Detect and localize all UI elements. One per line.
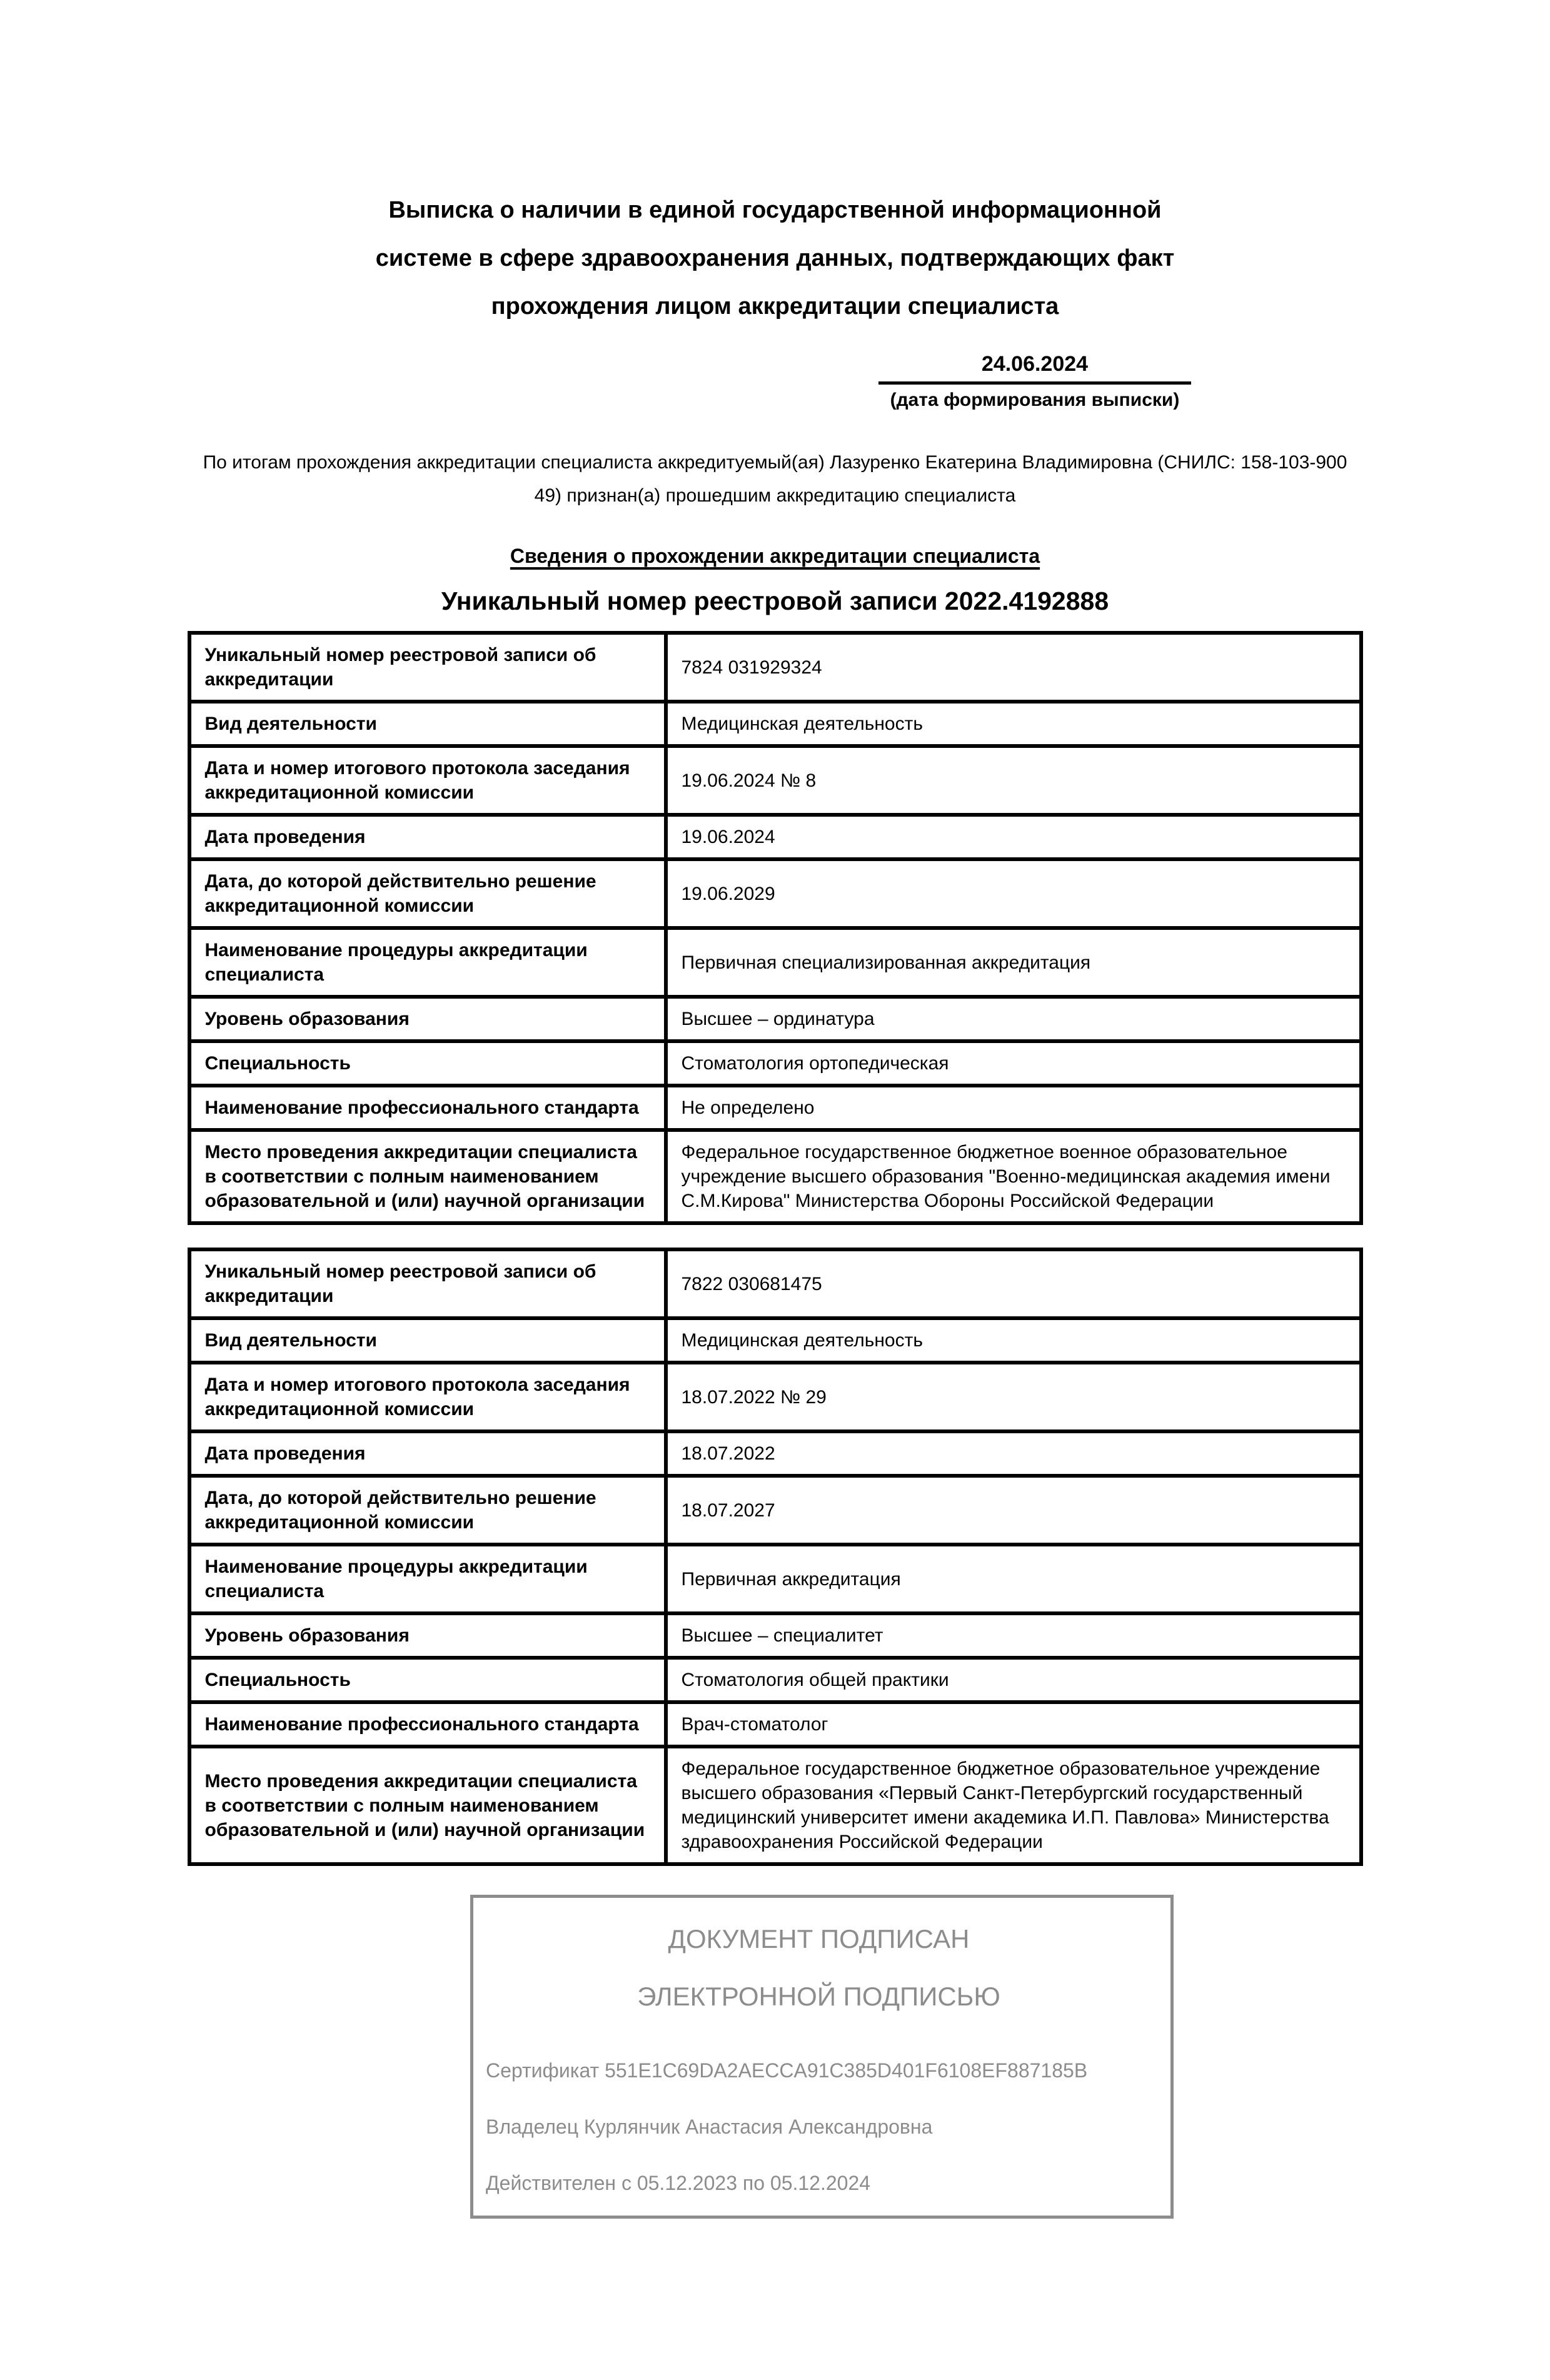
table-row <box>189 1702 1361 1747</box>
section-heading: Сведения о прохождении аккредитации специалиста <box>510 545 1040 567</box>
row-label: Вид деятельности <box>189 702 666 746</box>
row-value: Медицинская деятельность <box>666 702 1361 746</box>
table-row <box>189 1545 1361 1613</box>
row-label: Специальность <box>189 1658 666 1702</box>
row-value: Первичная аккредитация <box>666 1545 1361 1613</box>
table-row <box>189 1130 1361 1223</box>
row-label: Наименование процедуры аккредитации специалиста <box>189 928 666 997</box>
extract-date: 24.06.2024 <box>878 352 1191 385</box>
extract-date-block <box>878 352 1191 411</box>
signature-title-line2: ЭЛЕКТРОННОЙ ПОДПИСЬЮ <box>637 1982 1000 2011</box>
table-row <box>189 633 1361 702</box>
row-label: Дата и номер итогового протокола заседания аккредитационной комиссии <box>189 746 666 815</box>
row-label: Вид деятельности <box>189 1318 666 1363</box>
table-row <box>189 1041 1361 1086</box>
row-label: Место проведения аккредитации специалиста в соответствии с полным наименованием образовательной и (или) научной организации <box>189 1747 666 1864</box>
row-value: 18.07.2022 № 29 <box>666 1363 1361 1431</box>
row-value: 19.06.2029 <box>666 859 1361 928</box>
row-value: Стоматология общей практики <box>666 1658 1361 1702</box>
row-value: Врач-стоматолог <box>666 1702 1361 1747</box>
row-label: Дата, до которой действительно решение аккредитационной комиссии <box>189 1476 666 1545</box>
table-row <box>189 1747 1361 1864</box>
validity-line: Действителен с 05.12.2023 по 05.12.2024 <box>486 2172 871 2194</box>
row-label: Уникальный номер реестровой записи об аккредитации <box>189 633 666 702</box>
row-value: Высшее – специалитет <box>666 1613 1361 1658</box>
certificate-line: Сертификат 551E1C69DA2AECCA91C385D401F6108EF887185B <box>486 2059 1088 2082</box>
table-row <box>189 997 1361 1041</box>
row-value: 7824 031929324 <box>666 633 1361 702</box>
row-value: Первичная специализированная аккредитация <box>666 928 1361 997</box>
row-value: Медицинская деятельность <box>666 1318 1361 1363</box>
row-value: 7822 030681475 <box>666 1249 1361 1318</box>
table-row <box>189 1613 1361 1658</box>
table-row <box>189 1086 1361 1130</box>
row-label: Дата проведения <box>189 815 666 859</box>
row-label: Дата, до которой действительно решение аккредитационной комиссии <box>189 859 666 928</box>
row-value: Федеральное государственное бюджетное образовательное учреждение высшего образования «Первый Санкт-Петербургский государственный медицинский университет имени академика И.П. Павлова» Министерства здравоохранения Российской Федерации <box>666 1747 1361 1864</box>
row-value: Федеральное государственное бюджетное военное образовательное учреждение высшего образования "Военно-медицинская академия имени С.М.Кирова" Министерства Обороны Российской Федерации <box>666 1130 1361 1223</box>
extract-date-caption: (дата формирования выписки) <box>890 390 1180 410</box>
table-row <box>189 859 1361 928</box>
row-value: Стоматология ортопедическая <box>666 1041 1361 1086</box>
row-label: Наименование профессионального стандарта <box>189 1702 666 1747</box>
table-row <box>189 1363 1361 1431</box>
owner-line: Владелец Курлянчик Анастасия Александровна <box>486 2115 933 2138</box>
table-row <box>189 746 1361 815</box>
table-row <box>189 1249 1361 1318</box>
intro-paragraph: По итогам прохождения аккредитации специалиста аккредитуемый(ая) Лазуренко Екатерина Владимировна (СНИЛС: 158-103-900 49) признан(а) прошедшим аккредитацию специалиста <box>203 452 1347 506</box>
row-value: 18.07.2022 <box>666 1431 1361 1476</box>
table-row <box>189 702 1361 746</box>
record-number-heading: Уникальный номер реестровой записи 2022.4192888 <box>441 587 1109 615</box>
accreditation-table-2 <box>188 1248 1363 1866</box>
row-label: Наименование профессионального стандарта <box>189 1086 666 1130</box>
row-value: 19.06.2024 № 8 <box>666 746 1361 815</box>
row-label: Специальность <box>189 1041 666 1086</box>
row-value: Не определено <box>666 1086 1361 1130</box>
row-value: Высшее – ординатура <box>666 997 1361 1041</box>
signature-title-line1: ДОКУМЕНТ ПОДПИСАН <box>668 1924 970 1954</box>
table-row <box>189 815 1361 859</box>
row-label: Наименование процедуры аккредитации специалиста <box>189 1545 666 1613</box>
table-row <box>189 1431 1361 1476</box>
row-label: Дата проведения <box>189 1431 666 1476</box>
page-title: Выписка о наличии в единой государственной информационной системе в сфере здравоохранения данных, подтверждающих факт прохождения лицом аккредитации специалиста <box>375 197 1175 320</box>
row-label: Уровень образования <box>189 1613 666 1658</box>
accreditation-table-1 <box>188 631 1363 1225</box>
table-row <box>189 1318 1361 1363</box>
row-label: Уникальный номер реестровой записи об аккредитации <box>189 1249 666 1318</box>
row-label: Уровень образования <box>189 997 666 1041</box>
table-row <box>189 928 1361 997</box>
row-label: Дата и номер итогового протокола заседания аккредитационной комиссии <box>189 1363 666 1431</box>
signature-box <box>470 1895 1174 2219</box>
row-value: 19.06.2024 <box>666 815 1361 859</box>
row-label: Место проведения аккредитации специалиста в соответствии с полным наименованием образовательной и (или) научной организации <box>189 1130 666 1223</box>
table-row <box>189 1476 1361 1545</box>
table-row <box>189 1658 1361 1702</box>
document-page <box>0 186 1550 2380</box>
row-value: 18.07.2027 <box>666 1476 1361 1545</box>
